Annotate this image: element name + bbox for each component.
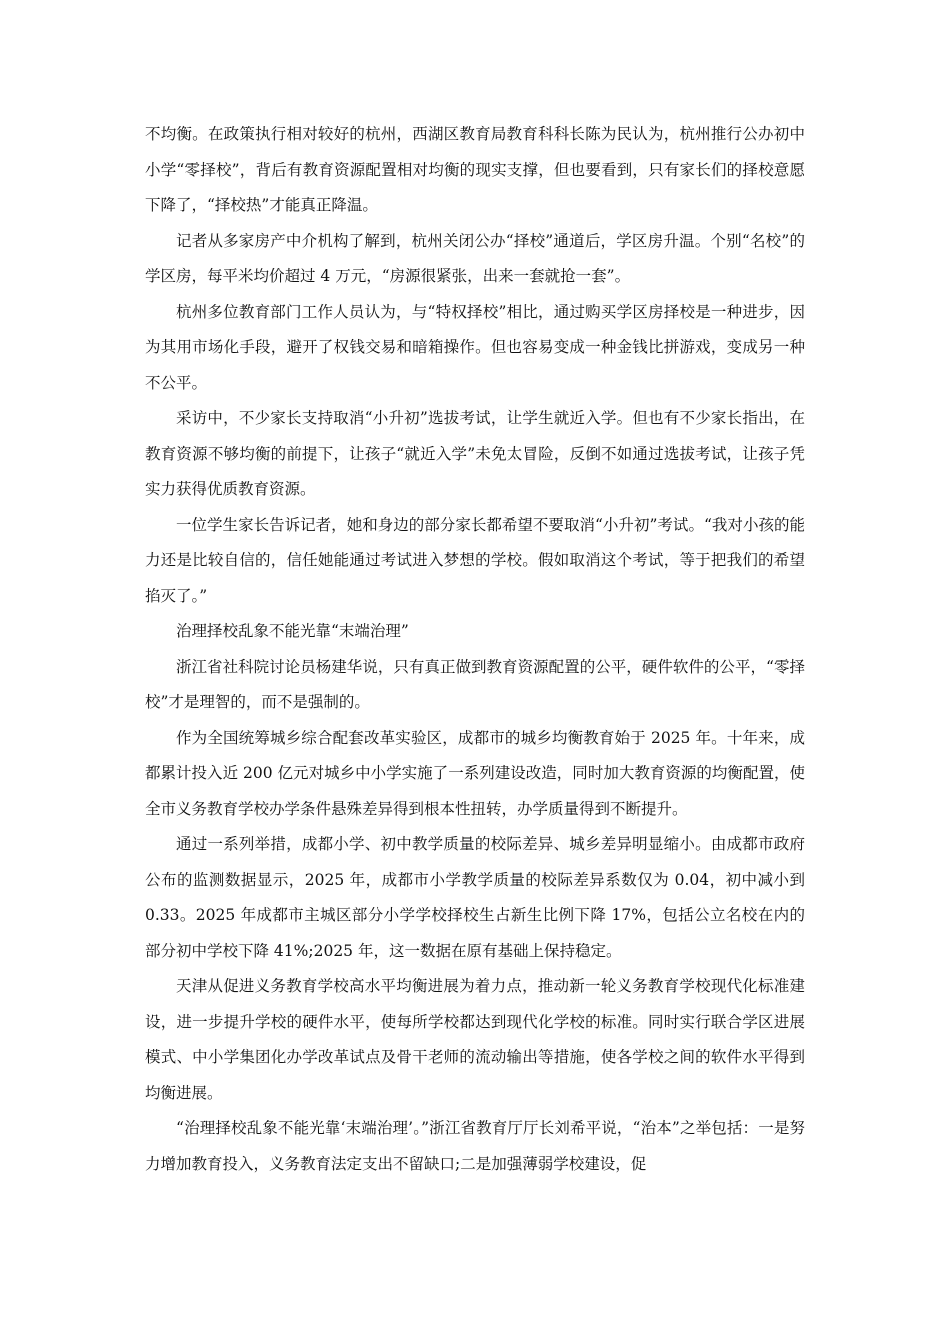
paragraph-parents-opinion: 采访中，不少家长支持取消“小升初”选拔考试，让学生就近入学。但也有不少家长指出，在教育资源不够均衡的前提下，让孩子“就近入学”未免太冒险，反倒不如通过选拔考试，让孩子凭实力获得优质教育资源。 [145, 409, 805, 498]
paragraph-parent-quote: 一位学生家长告诉记者，她和身边的部分家长都希望不要取消“小升初”考试。“我对小孩的能力还是比较自信的，信任她能通过考试进入梦想的学校。假如取消这个考试，等于把我们的希望掐灭了。” [145, 515, 805, 605]
paragraph-researcher-view: 浙江省社科院讨论员杨建华说，只有真正做到教育资源配置的公平，硬件软件的公平，“零择校”才是理智的，而不是强制的。 [145, 657, 805, 711]
paragraph-continued: 不均衡。在政策执行相对较好的杭州，西湖区教育局教育科科长陈为民认为，杭州推行公办初中小学“零择校”，背后有教育资源配置相对均衡的现实支撑，但也要看到，只有家长们的择校意愿下降了，“择校热”才能真正降温。 [145, 125, 805, 214]
section-heading: 治理择校乱象不能光靠“末端治理” [176, 622, 409, 640]
paragraph-chengdu: 作为全国统筹城乡综合配套改革实验区，成都市的城乡均衡教育始于 2025 年。十年来，成都累计投入近 200 亿元对城乡中小学实施了一系列建设改造，同时加大教育资源的均衡配置，使全市义务教育学校办学条件悬殊差异得到根本性扭转，办学质量得到不断提升。 [145, 728, 805, 818]
paragraph-zhejiang-official: “治理择校乱象不能光靠‘末端治理’。”浙江省教育厅厅长刘希平说，“治本”之举包括：一是努力增加教育投入，义务教育法定支出不留缺口;二是加强薄弱学校建设，促 [145, 1119, 805, 1173]
article-body [145, 117, 805, 1182]
paragraph-chengdu-data: 通过一系列举措，成都小学、初中教学质量的校际差异、城乡差异明显缩小。由成都市政府公布的监测数据显示，2025 年，成都市小学教学质量的校际差异系数仅为 0.04，初中减小到 0.33。2025 年成都市主城区部分小学学校择校生占新生比例下降 17%，包括公立名校在内的部分初中学校下降 41%;2025 年，这一数据在原有基础上保持稳定。 [145, 835, 805, 960]
paragraph-tianjin: 天津从促进义务教育学校高水平均衡进展为着力点，推动新一轮义务教育学校现代化标准建设，进一步提升学校的硬件水平，使每所学校都达到现代化学校的标准。同时实行联合学区进展模式、中小学集团化办学改革试点及骨干老师的流动输出等措施，使各学校之间的软件水平得到均衡进展。 [145, 977, 805, 1102]
paragraph-education-staff-view: 杭州多位教育部门工作人员认为，与“特权择校”相比，通过购买学区房择校是一种进步，因为其用市场化手段，避开了权钱交易和暗箱操作。但也容易变成一种金钱比拼游戏，变成另一种不公平。 [145, 302, 805, 392]
paragraph-school-district-housing: 记者从多家房产中介机构了解到，杭州关闭公办“择校”通道后，学区房升温。个别“名校”的学区房，每平米均价超过 4 万元，“房源很紧张，出来一套就抢一套”。 [145, 231, 805, 285]
